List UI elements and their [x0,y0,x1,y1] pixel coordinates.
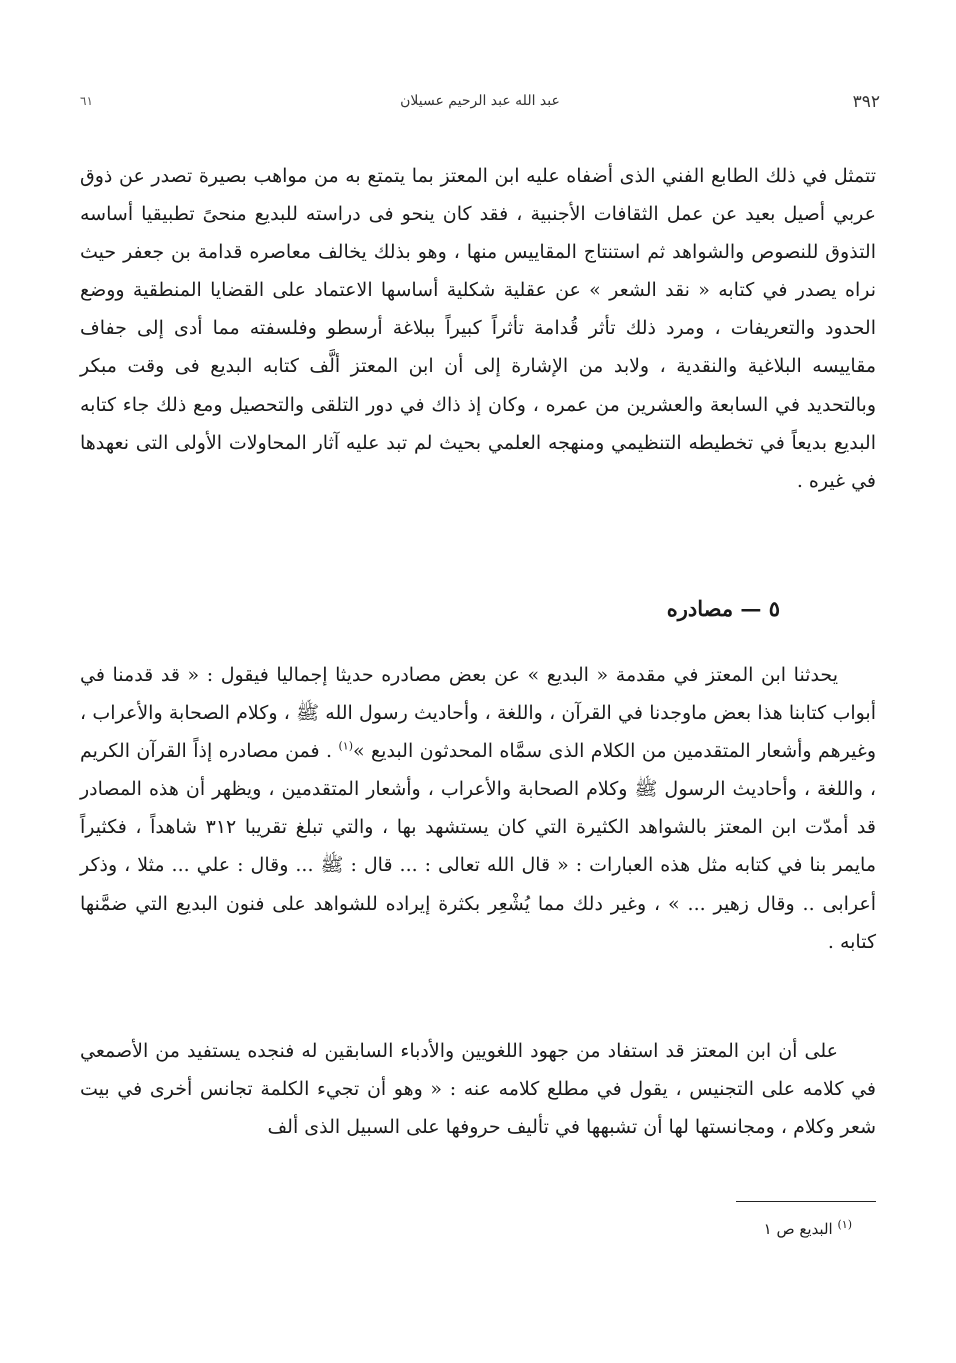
section-heading: ٥ — مصادره [666,596,780,621]
footnote-marker: (١) [837,1218,852,1231]
running-header [80,88,880,118]
page-number: ٣٩٢ [852,92,880,112]
corner-mark: ٦١ [80,94,93,108]
paragraph-2-part-1: يحدثنا ابن المعتز في مقدمة « البديع » عن بعض مصادره حديثا إجماليا فيقول : « قد قدمنا في أبواب كتابنا هذا بعض ماوجدنا في القرآن ، واللغة ، وأحاديث رسول الله ﷺ ، وكلام الصحابة والأعراب ، وغيرهم وأشعار المتقدمين من الكلام الذى سمَّاه المحدثون البديع » [80,664,877,763]
paragraph-2-part-2: . فمن مصادره إذاً القرآن الكريم ، واللغة ، وأحاديث الرسول ﷺ وكلام الصحابة والأعراب ، وأشعار المتقدمين ، ويظهر أن هذه المصادر قد أمدّت ابن المعتز بالشواهد الكثيرة التي كان يستشهد بها ، والتي تبلغ تقريبا ٣١٢ شاهداً ، فكثيراً مايمر بنا في كتابه مثل هذه العبارات : « قال الله تعالى : ... قال : ﷺ ... وقال : علي ... مثلا ، وذكر أعرابى .. وقال زهير ... » ، وغير دلك مما يُشْعِر بكثرة إيراده للشواهد على فنون البديع التي ضمَّنها كتابه . [80,740,876,953]
footnote-reference: (١) [338,739,354,753]
footnote [764,1218,852,1240]
paragraph-1: تتمثل في ذلك الطابع الفني الذى أضفاه عليه ابن المعتز بما يتمتع به من مواهب بصيرة تصدر عن ذوق عربي أصيل بعيد عن عمل الثقافات الأجنبية ، فقد كان ينحو فى دراسته للبديع منحىً تطبيقيا أساسه التذوق للنصوص والشواهد ثم استنتاج المقاييس منها ، وهو بذلك يخالف معاصره قدامة بن جعفر حيث نراه يصدر في كتابه « نقد الشعر » عن عقلية شكلية أساسها الاعتماد على القضايا المنطقية ووضع الحدود والتعريفات ، ومرد ذلك تأثر قُدامة تأثراً كبيراً ببلاغة أرسطو وفلسفته مما أدى إلى جفاف مقاييسه البلاغية والنقدية ، ولابد من الإشارة إلى أن ابن المعتز ألَّف كتابه البديع فى وقت مبكر وبالتحديد في السابعة والعشرين من عمره ، وكان إذ ذاك في دور التلقى والتحصيل ومع ذلك جاء كتابه البديع بديعاً في تخطيطه التنظيمي ومنهجه العلمي بحيث لم تبد عليه آثار المحاولات الأولى التى نعهدها في غيره . [80,165,876,492]
paragraph-3: على أن ابن المعتز قد استفاد من جهود اللغويين والأدباء السابقين له فنجده يستفيد من الأصمعي في كلامه على التجنيس ، يقول في مطلع كلامه عنه : « وهو أن تجيء الكلمة تجانس أخرى في بيت شعر وكلام ، ومجانستها لها أن تشبهها في تأليف حروفها على السبيل الذى ألف [80,1040,876,1139]
footnote-text: البديع ص ١ [763,1220,838,1238]
footnote-divider [736,1201,876,1202]
author-name: عبد الله عبد الرحيم عسيلان [400,93,560,109]
paragraph-2 [80,656,876,961]
